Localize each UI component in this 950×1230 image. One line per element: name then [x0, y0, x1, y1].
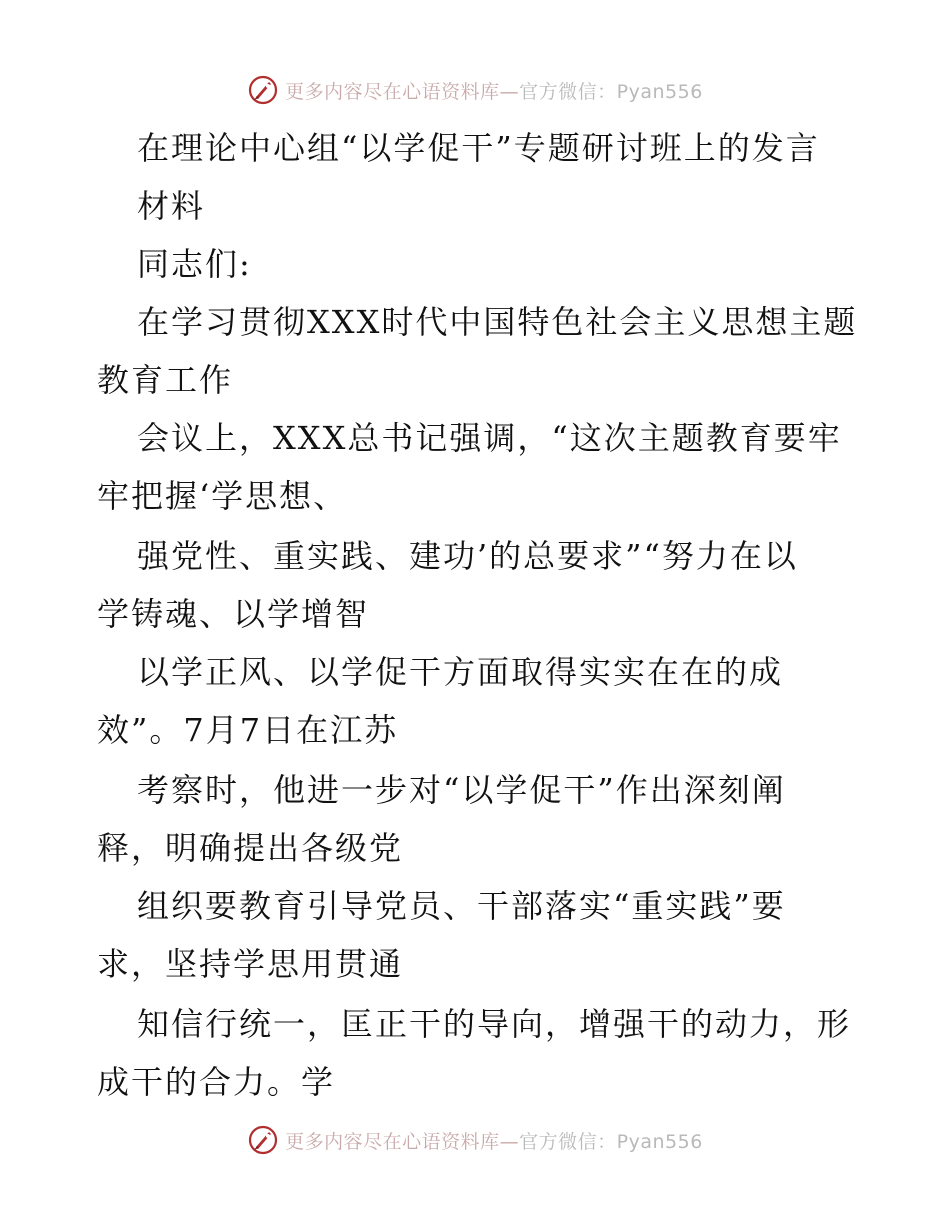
paragraph-line: 在学习贯彻XXX时代中国特色社会主义思想主题: [137, 303, 858, 341]
footer-watermark-banner: [0, 1122, 950, 1158]
quill-pen-logo-icon: [247, 74, 279, 106]
paragraph-line: 教育工作: [97, 361, 234, 399]
paragraph-line: 强党性、重实践、建功’的总要求”“努力在以: [137, 537, 798, 575]
header-watermark-text: 更多内容尽在心语资料库—官方微信：Pyan556: [285, 80, 703, 103]
paragraph-line: 组织要教育引导党员、干部落实“重实践”要: [137, 887, 786, 925]
footer-watermark-text: 更多内容尽在心语资料库—官方微信：Pyan556: [285, 1130, 703, 1153]
paragraph-line: 考察时，他进一步对“以学促干”作出深刻阐: [137, 771, 786, 809]
document-title-line-1: 在理论中心组“以学促干”专题研讨班上的发言: [137, 129, 820, 167]
paragraph-line: 知信行统一，匡正干的导向，增强干的动力，形: [137, 1005, 852, 1043]
paragraph-line: 效”。7月7日在江苏: [97, 711, 399, 749]
document-title-line-2: 材料: [137, 187, 206, 225]
paragraph-line: 学铸魂、以学增智: [97, 595, 370, 633]
paragraph-line: 求，坚持学思用贯通: [97, 945, 404, 983]
salutation: 同志们:: [137, 245, 252, 283]
quill-pen-logo-icon: [247, 1124, 279, 1156]
paragraph-line: 成干的合力。学: [97, 1063, 336, 1101]
paragraph-line: 释，明确提出各级党: [97, 829, 404, 867]
paragraph-line: 会议上，XXX总书记强调，“这次主题教育要牢: [137, 419, 842, 457]
paragraph-line: 以学正风、以学促干方面取得实实在在的成: [137, 653, 784, 691]
header-watermark-banner: [0, 72, 950, 108]
paragraph-line: 牢把握‘学思想、: [97, 477, 348, 515]
